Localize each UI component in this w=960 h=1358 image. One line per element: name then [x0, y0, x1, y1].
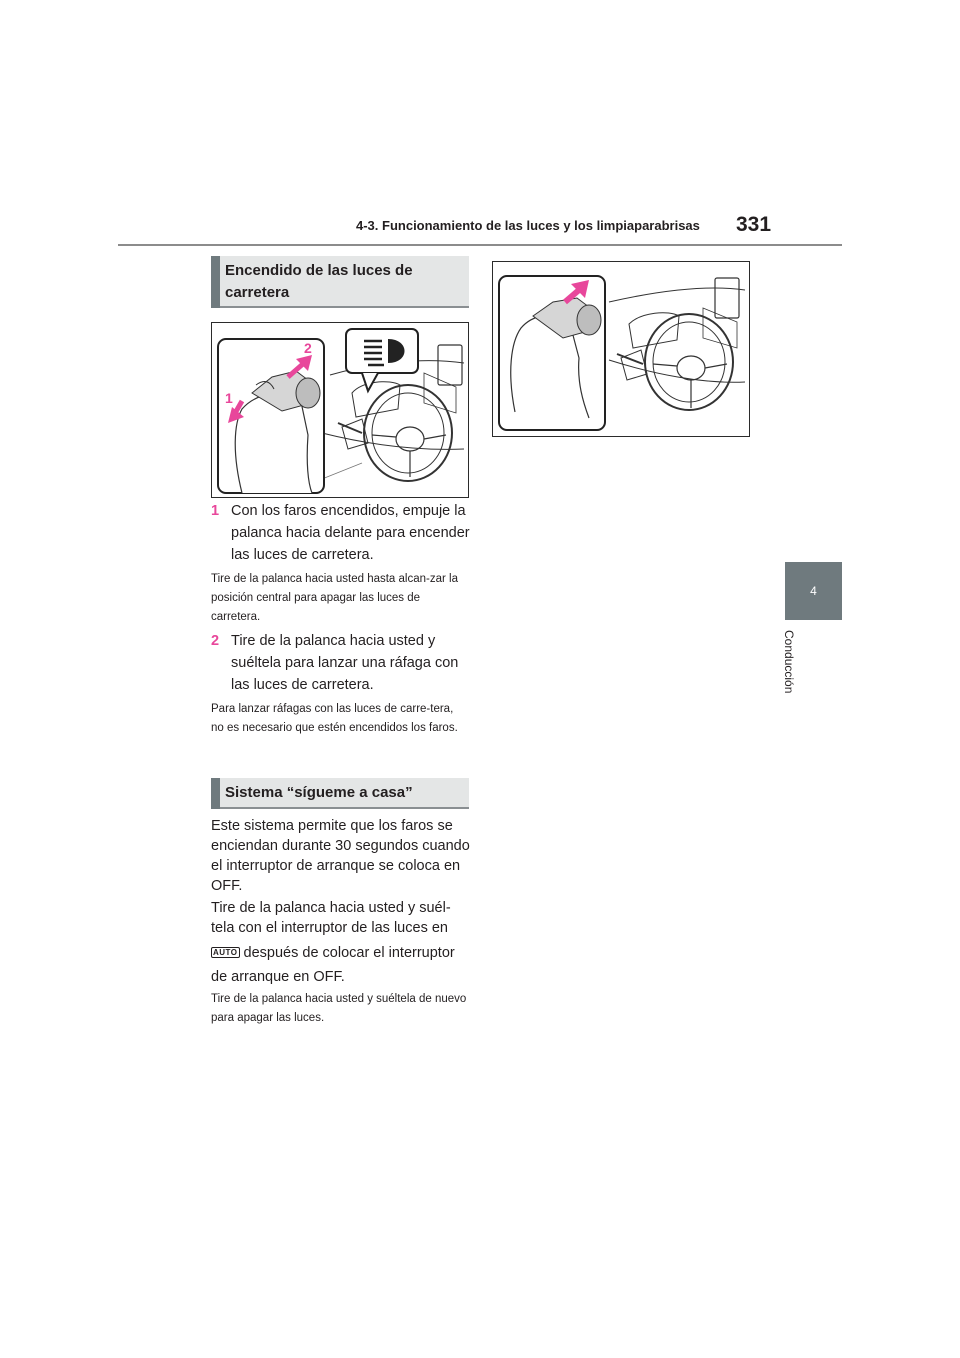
follow-me-home-note: Tire de la palanca hacia usted y suéltela de nuevo para apagar las luces. [211, 993, 467, 1024]
page-number: 331 [736, 213, 772, 236]
follow-me-home-description: Este sistema permite que los faros se enciendan durante 30 segundos cuando el interruptor de arranque se coloca en OFF. [211, 818, 470, 894]
section-heading-follow-me-home [211, 778, 469, 809]
instructions-continued: después de colocar el interruptor de arranque en OFF. [211, 945, 455, 985]
chapter-label [756, 630, 836, 710]
step-text: Con los faros encendidos, empuje la palanca hacia delante para encender las luces de carretera. [231, 503, 470, 563]
step-2 [211, 630, 473, 696]
flash-illustration [493, 262, 749, 436]
header-divider [118, 244, 842, 246]
high-beam-illustration [212, 323, 468, 497]
chapter-tab: 4 [785, 562, 842, 620]
heading-line-1: Encendido de las luces de [225, 262, 413, 279]
heading-text: Sistema “sígueme a casa” [225, 784, 413, 801]
follow-me-home-instructions-a: Tire de la palanca hacia usted y suél-tela con el interruptor de las luces en [211, 900, 451, 936]
arrow-label-1: 1 [225, 390, 233, 406]
section-title: 4-3. Funcionamiento de las luces y los limpiaparabrisas [356, 218, 700, 233]
high-beam-figure [211, 322, 469, 498]
step-2-note: Para lanzar ráfagas con las luces de carre-tera, no es necesario que estén encendidos los faros. [211, 703, 458, 734]
arrow-label-2: 2 [304, 340, 312, 356]
step-number: 1 [211, 503, 220, 519]
heading-bar [211, 778, 220, 809]
flash-high-beam-figure [492, 261, 750, 437]
heading-line-2: carretera [225, 284, 290, 301]
chapter-label-text: Conducción [782, 630, 796, 694]
section-heading-high-beams [211, 256, 469, 308]
step-1 [211, 500, 473, 566]
follow-me-home-instructions-b [211, 942, 473, 988]
step-1-note: Tire de la palanca hacia usted hasta alcan-zar la posición central para apagar las luces de carretera. [211, 573, 458, 623]
step-text: Tire de la palanca hacia usted y suéltela para lanzar una ráfaga con las luces de carretera. [231, 633, 459, 693]
step-number: 2 [211, 633, 220, 649]
auto-position-icon: AUTO [213, 948, 238, 957]
heading-bar [211, 256, 220, 308]
